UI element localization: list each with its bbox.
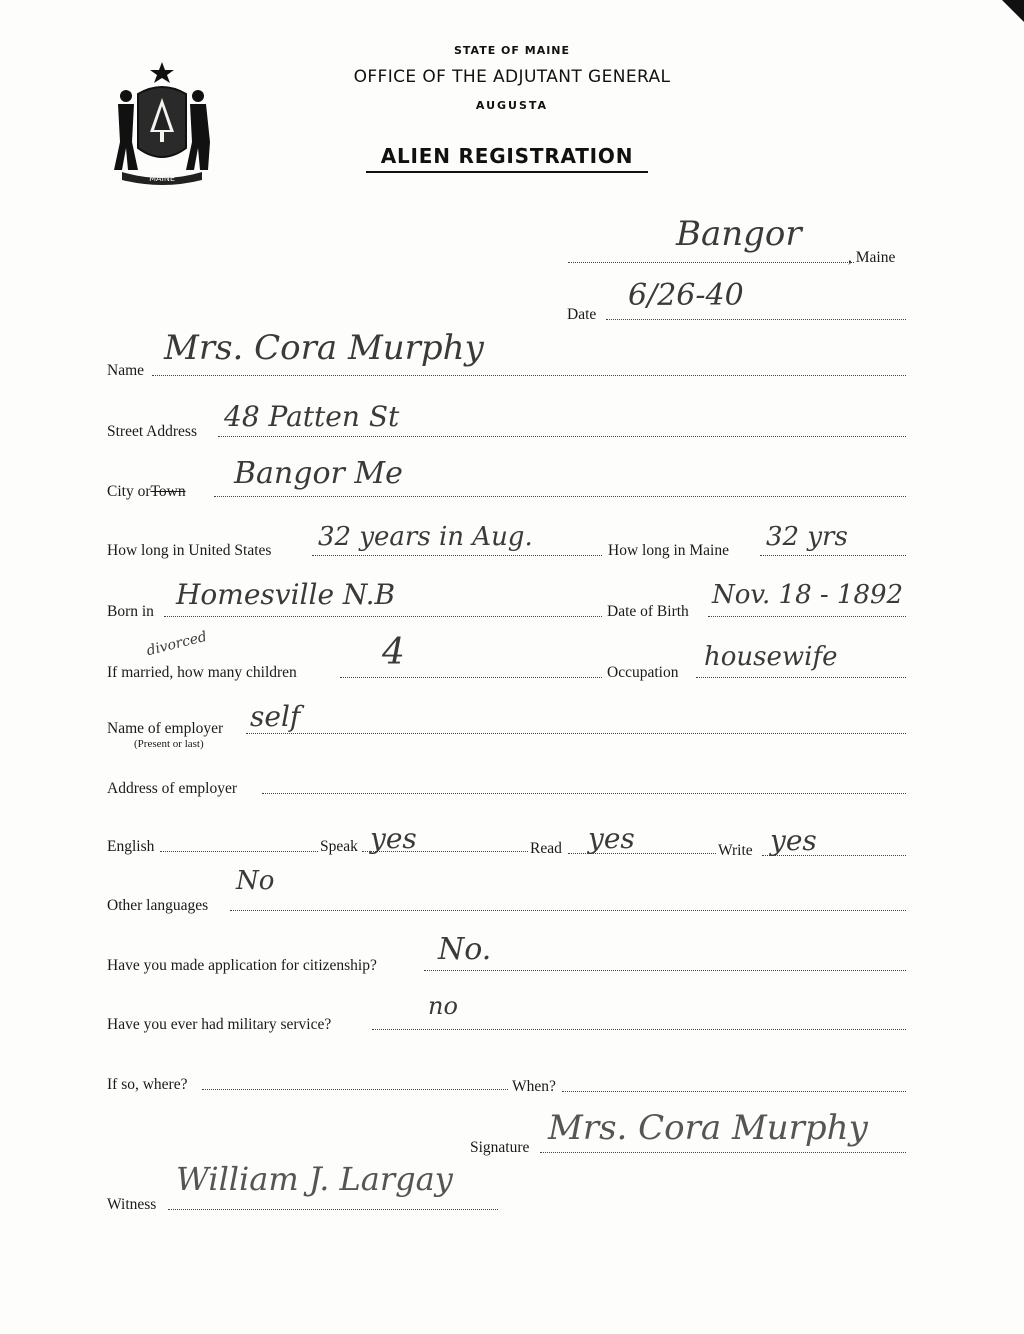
speak-label: Speak bbox=[320, 838, 358, 855]
place-entry: Bangor bbox=[676, 214, 802, 254]
header-city: AUGUSTA bbox=[475, 99, 549, 112]
employer-entry: self bbox=[250, 700, 301, 733]
name-entry: Mrs. Cora Murphy bbox=[164, 328, 484, 368]
name-label: Name bbox=[107, 362, 145, 379]
occupation-entry: housewife bbox=[704, 642, 838, 672]
employer-line bbox=[246, 733, 906, 734]
dob-entry: Nov. 18 - 1892 bbox=[712, 580, 904, 610]
when-label: When? bbox=[512, 1078, 556, 1095]
dob-label: Date of Birth bbox=[607, 603, 689, 620]
employer-sublabel: (Present or last) bbox=[134, 738, 204, 750]
born-in-label: Born in bbox=[107, 603, 154, 620]
born-in-line bbox=[164, 616, 602, 617]
scan-corner-mark bbox=[1002, 0, 1024, 22]
english-label: English bbox=[107, 838, 155, 855]
date-label: Date bbox=[567, 306, 597, 323]
employer-address-line bbox=[262, 793, 906, 794]
date-entry: 6/26-40 bbox=[628, 278, 744, 313]
form-title: ALIEN REGISTRATION bbox=[366, 144, 648, 173]
years-us-line bbox=[312, 555, 602, 556]
read-entry: yes bbox=[588, 822, 635, 855]
dob-line bbox=[708, 616, 906, 617]
name-line bbox=[152, 375, 906, 376]
city-label: City orTown bbox=[107, 483, 186, 500]
employer-address-label: Address of employer bbox=[107, 780, 237, 797]
born-in-entry: Homesville N.B bbox=[176, 578, 396, 611]
write-entry: yes bbox=[770, 824, 817, 857]
other-languages-line bbox=[230, 910, 906, 911]
other-languages-label: Other languages bbox=[107, 897, 209, 914]
years-us-label: How long in United States bbox=[107, 542, 272, 559]
city-line bbox=[214, 496, 906, 497]
employer-label: Name of employer bbox=[107, 720, 224, 737]
witness-line bbox=[168, 1209, 498, 1210]
occupation-line bbox=[696, 677, 906, 678]
header-office: OFFICE OF THE ADJUTANT GENERAL bbox=[353, 67, 671, 87]
svg-text:MAINE: MAINE bbox=[149, 174, 175, 183]
where-label: If so, where? bbox=[107, 1076, 188, 1093]
military-entry: no bbox=[428, 992, 458, 1020]
children-entry: 4 bbox=[382, 632, 405, 673]
street-label: Street Address bbox=[107, 423, 197, 440]
speak-entry: yes bbox=[370, 822, 417, 855]
citizenship-label: Have you made application for citizenship? bbox=[107, 957, 377, 974]
children-line bbox=[340, 677, 602, 678]
military-line bbox=[372, 1029, 906, 1030]
date-line bbox=[606, 319, 906, 320]
english-line bbox=[160, 851, 318, 852]
years-maine-line bbox=[760, 555, 906, 556]
citizenship-line bbox=[424, 970, 906, 971]
when-line bbox=[562, 1091, 906, 1092]
occupation-label: Occupation bbox=[607, 664, 679, 681]
years-maine-label: How long in Maine bbox=[608, 542, 729, 559]
witness-entry: William J. Largay bbox=[176, 1160, 453, 1198]
where-line bbox=[202, 1089, 508, 1090]
other-languages-entry: No bbox=[236, 866, 275, 896]
signature-line bbox=[540, 1152, 906, 1153]
read-label: Read bbox=[530, 840, 562, 857]
children-label: If married, how many children bbox=[107, 664, 297, 681]
witness-label: Witness bbox=[107, 1196, 157, 1213]
signature-entry: Mrs. Cora Murphy bbox=[548, 1108, 868, 1148]
city-entry: Bangor Me bbox=[234, 456, 403, 491]
street-line bbox=[218, 436, 906, 437]
citizenship-entry: No. bbox=[438, 932, 492, 967]
header-state: STATE OF MAINE bbox=[453, 44, 571, 57]
years-us-entry: 32 years in Aug. bbox=[318, 522, 533, 552]
place-line bbox=[568, 262, 854, 263]
street-entry: 48 Patten St bbox=[224, 400, 400, 433]
place-suffix-label: , Maine bbox=[848, 249, 896, 266]
military-label: Have you ever had military service? bbox=[107, 1016, 332, 1033]
write-label: Write bbox=[718, 842, 753, 859]
signature-label: Signature bbox=[470, 1139, 530, 1156]
years-maine-entry: 32 yrs bbox=[766, 522, 848, 552]
marital-note-entry: divorced bbox=[144, 628, 209, 660]
